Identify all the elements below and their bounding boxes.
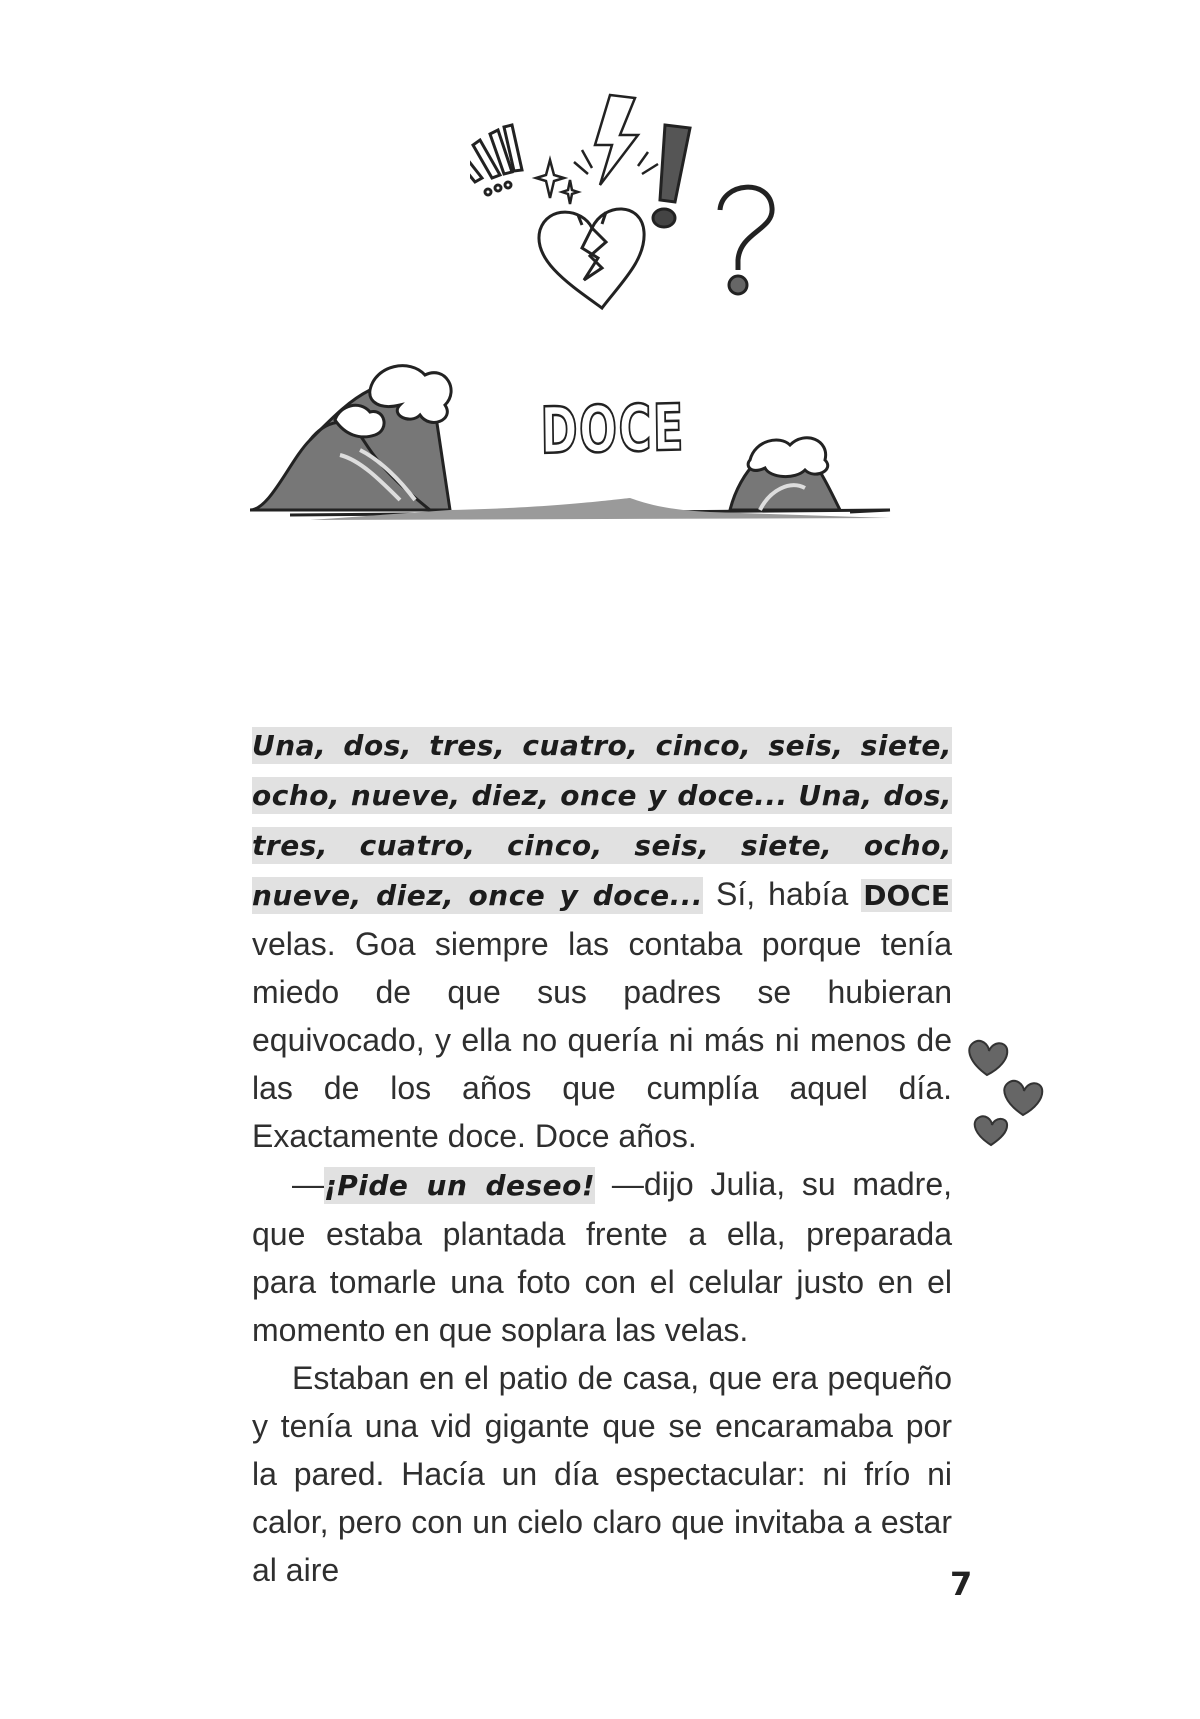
page-number: 7	[950, 1565, 973, 1603]
paragraph-1-text: Sí, había	[703, 876, 862, 912]
sparkle-icon	[536, 160, 578, 204]
doce-highlight: DOCE	[863, 879, 950, 912]
question-mark-icon	[720, 187, 772, 294]
wish-highlight: ¡Pide un deseo!	[324, 1169, 596, 1202]
paragraph-3: Estaban en el patio de casa, que era pequeño y tenía una vid gigante que se encaramaba por la pared. Hacía un día espectacular: ni frío ni calor, pero con un cielo claro que invitaba a estar al aire	[252, 1360, 952, 1588]
paragraph-1-rest: velas. Goa siempre las contaba porque tenía miedo de que sus padres se hubieran equivocado, y ella no quería ni más ni menos de las de los años que cumplía aquel día. Exactamente doce. Doce años.	[252, 926, 952, 1154]
exclamation-marks-icon	[470, 125, 522, 195]
lightning-bolt-icon	[574, 95, 658, 185]
counting-highlight: Una, dos, tres, cuatro, cinco, seis, siete, ocho, nueve, diez, once y doce... Una, dos, tres, cuatro, cinco, seis, siete, ocho, nueve, diez, once y doce...	[252, 729, 952, 912]
chapter-title: DOCE	[540, 391, 686, 469]
dialogue-dash: —	[292, 1166, 324, 1202]
paragraph-1	[252, 720, 952, 1160]
paragraph-2-rest: —dijo Julia, su madre, que estaba plantada frente a ella, preparada para tomarle una foto con el celular justo en el momento en que soplara las velas.	[252, 1166, 953, 1348]
paragraph-2	[252, 1160, 952, 1354]
exclamation-mark-icon	[653, 125, 690, 227]
broken-heart-icon	[539, 209, 644, 308]
emotion-doodles	[470, 90, 850, 350]
hearts-icon	[965, 1035, 1060, 1160]
body-text	[252, 720, 952, 1594]
